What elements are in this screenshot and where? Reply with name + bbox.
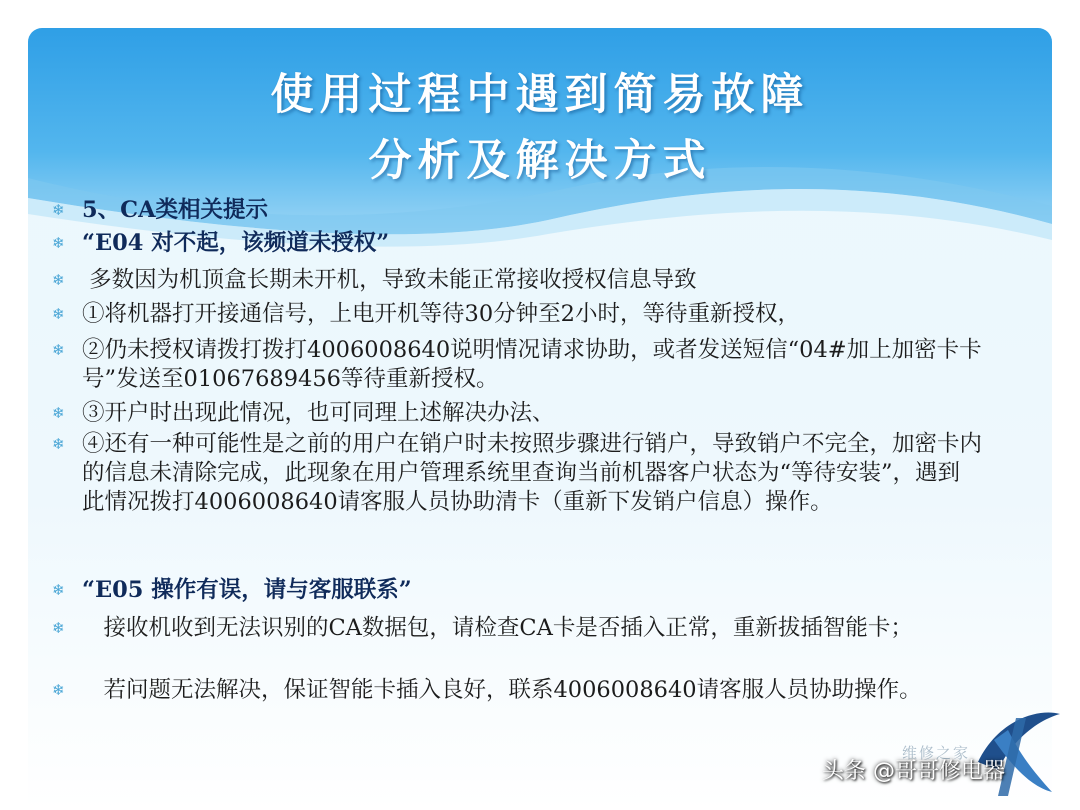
bullet-item [52, 576, 982, 605]
bullet-text: 多数因为机顶盒长期未开机，导致未能正常接收授权信息导致 [82, 267, 697, 293]
snowflake-bullet-icon: ❄ [52, 341, 65, 359]
bullet-text: 接收机收到无法识别的CA数据包，请检查CA卡是否插入正常，重新拔插智能卡； [82, 615, 913, 641]
bullet-item [52, 430, 982, 517]
bullet-item [52, 196, 982, 225]
snowflake-bullet-icon: ❄ [52, 404, 65, 422]
bullet-text: “E05 操作有误，请与客服联系” [82, 577, 412, 603]
bullet-text: ①将机器打开接通信号，上电开机等待30分钟至2小时，等待重新授权， [82, 301, 800, 327]
bullet-item [52, 614, 982, 643]
snowflake-bullet-icon: ❄ [52, 201, 65, 219]
title-line-1: 使用过程中遇到简易故障 [270, 70, 810, 120]
bullet-text: 若问题无法解决，保证智能卡插入良好，联系4006008640请客服人员协助操作。 [82, 677, 922, 703]
snowflake-bullet-icon: ❄ [52, 619, 65, 637]
bullet-item [52, 336, 982, 394]
bullet-text: ④还有一种可能性是之前的用户在销户时未按照步骤进行销户，导致销户不完全，加密卡内的信息未清除完成，此现象在用户管理系统里查询当前机器客户状态为“等待安装”，遇到此情况拨打4006008640请客服人员协助清卡（重新下发销户信息）操作。 [82, 431, 983, 515]
snowflake-bullet-icon: ❄ [52, 681, 65, 699]
bullet-text: ②仍未授权请拨打拨打4006008640说明情况请求协助，或者发送短信“04#加上加密卡卡号”发送至01067689456等待重新授权。 [82, 337, 982, 392]
snowflake-bullet-icon: ❄ [52, 305, 65, 323]
bullet-item [52, 676, 982, 705]
bullet-item [52, 300, 982, 329]
bullet-text: ③开户时出现此情况，也可同理上述解决办法、 [82, 400, 555, 426]
title-line-2: 分析及解决方式 [368, 136, 712, 186]
bullet-text: 5、CA类相关提示 [82, 197, 269, 223]
snowflake-bullet-icon: ❄ [52, 271, 65, 289]
bullet-item [52, 399, 982, 428]
snowflake-bullet-icon: ❄ [52, 234, 65, 252]
faint-watermark-text: 维修之家 [902, 744, 971, 762]
bullet-text: “E04 对不起，该频道未授权” [82, 230, 390, 256]
bullet-item [52, 229, 982, 258]
bullet-item [52, 266, 982, 295]
snowflake-bullet-icon: ❄ [52, 581, 65, 599]
snowflake-bullet-icon: ❄ [52, 435, 65, 453]
watermark-text: 头条 @哥哥修电器 [822, 759, 1005, 784]
